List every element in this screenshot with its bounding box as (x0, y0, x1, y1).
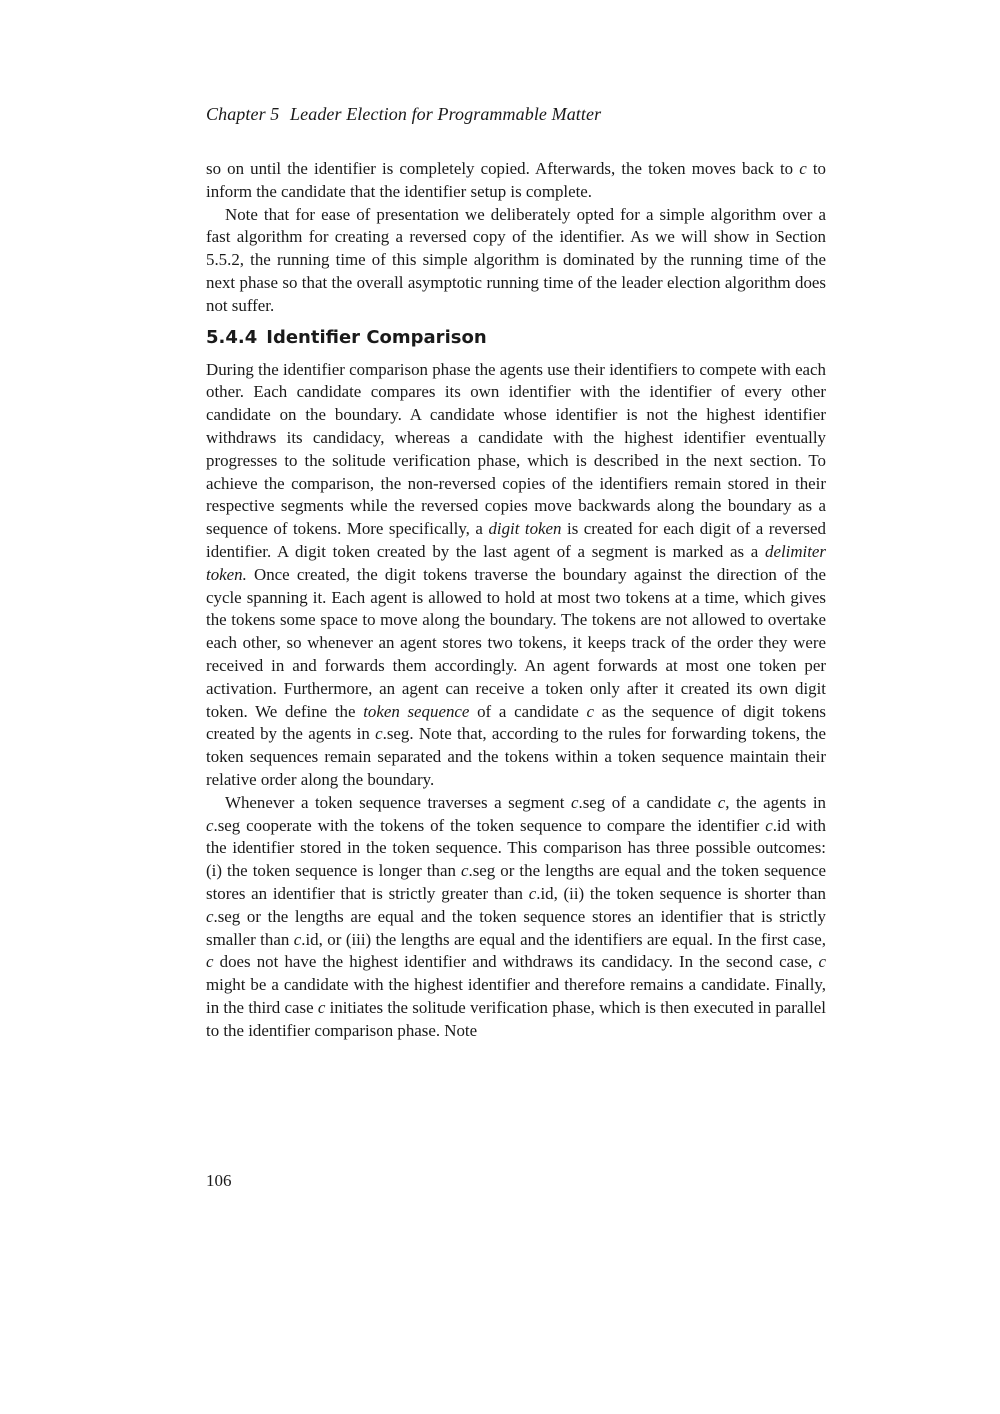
paragraph-1 (206, 158, 826, 204)
paragraph-3 (206, 359, 826, 792)
math-var: c (206, 815, 214, 835)
math-var: c (586, 701, 594, 721)
chapter-title: Leader Election for Programmable Matter (290, 104, 602, 124)
math-var: c (206, 906, 214, 926)
text-run: During the identifier comparison phase the agents use their identifiers to compete with each other. Each candidate compares its own identifier with the identifier of every other candidate on the boundary. A candidate whose identifier is not the highest identifier withdraws its candidacy, whereas a candidate with the highest identifier eventually progresses to the solitude verification phase, which is described in the next section. To achieve the comparison, the non-reversed copies of the identifiers remain stored in their respective segments while the reversed copies move backwards along the boundary as a sequence of tokens. More specifically, a (206, 359, 826, 539)
text-run: initiates the solitude verification phase, which is then executed in parallel to the identifier comparison phase. Note (206, 997, 826, 1040)
math-var: c (818, 952, 826, 972)
text-run: of a candidate (469, 701, 587, 721)
math-var: c (206, 952, 214, 972)
body-text (206, 158, 826, 1042)
math-var: c (765, 815, 773, 835)
term-italic: digit token (488, 519, 562, 539)
page-number: 106 (206, 1171, 232, 1190)
term-italic: token sequence (363, 701, 470, 721)
section-heading (206, 326, 826, 350)
text-run: Whenever a token sequence traverses a segment (225, 792, 571, 812)
text-run: .seg cooperate with the tokens of the token sequence to compare the identifier (213, 815, 766, 835)
math-var: c (799, 159, 807, 178)
math-var: c (460, 861, 469, 881)
paragraph-4 (206, 792, 826, 1043)
paragraph-2: Note that for ease of presentation we deliberately opted for a simple algorithm over a fast algorithm for creating a reversed copy of the identifier. As we will show in Section 5.5.2, the running time of this simple algorithm is dominated by the running time of the next phase so that the overall asymptotic running time of the leader election algorithm does not suffer. (206, 204, 826, 315)
running-header (206, 104, 601, 125)
text-run: .id, (ii) the token sequence is shorter than (536, 883, 826, 903)
text-run: is created for each digit of a reversed identifier. A digit token created by the last agent of a segment is marked as a (206, 519, 826, 561)
math-var: c (570, 792, 579, 812)
chapter-label: Chapter 5 (206, 104, 280, 124)
math-var: c (717, 792, 726, 812)
text-run: .seg of a candidate (578, 792, 718, 812)
text-run: to inform the candidate that the identifier setup is complete. (206, 159, 826, 201)
text-run: Once created, the digit tokens traverse the boundary against the direction of the cycle spanning it. Each agent is allowed to hold at most two tokens at a time, which gives the tokens some space to move along the boundary. The tokens are not allowed to overtake each other, so whenever an agent stores two tokens, it keeps track of the order they were received in and forwards them accordingly. An agent forwards at most one token per activation. Furthermore, an agent can receive a token only after it created its own digit token. We define the (206, 564, 826, 721)
text-run: .seg or the lengths are equal and the token sequence stores an identifier that is strictly greater than (206, 861, 826, 903)
term-italic: delimiter token. (206, 541, 826, 584)
math-var: c (293, 929, 302, 949)
text-run: .id, or (iii) the lengths are equal and the identifiers are equal. In the first case, (301, 929, 826, 949)
section-number: 5.4.4 (206, 326, 258, 348)
text-run: .seg or the lengths are equal and the token sequence stores an identifier that is strictly smaller than (206, 906, 826, 949)
text-run: as the sequence of digit tokens created by the agents in (206, 701, 826, 744)
math-var: c (317, 997, 326, 1017)
text-run: might be a candidate with the highest identifier and therefore remains a candidate. Finally, in the third case (206, 975, 826, 1017)
section-title: Identifier Comparison (266, 326, 487, 348)
text-run: .id with the identifier stored in the token sequence. This comparison has three possible outcomes: (i) the token sequence is longer than (206, 815, 826, 881)
text-run: so on until the identifier is completely copied. Afterwards, the token moves back to (206, 159, 800, 178)
text-run: , the agents in (725, 792, 826, 812)
text-run: .seg. Note that, according to the rules for forwarding tokens, the token sequences remain separated and the tokens within a token sequence maintain their relative order along the boundary. (206, 724, 826, 789)
math-var: c (375, 724, 383, 744)
text-run: does not have the highest identifier and withdraws its candidacy. In the second case, (213, 952, 819, 972)
math-var: c (528, 883, 537, 903)
